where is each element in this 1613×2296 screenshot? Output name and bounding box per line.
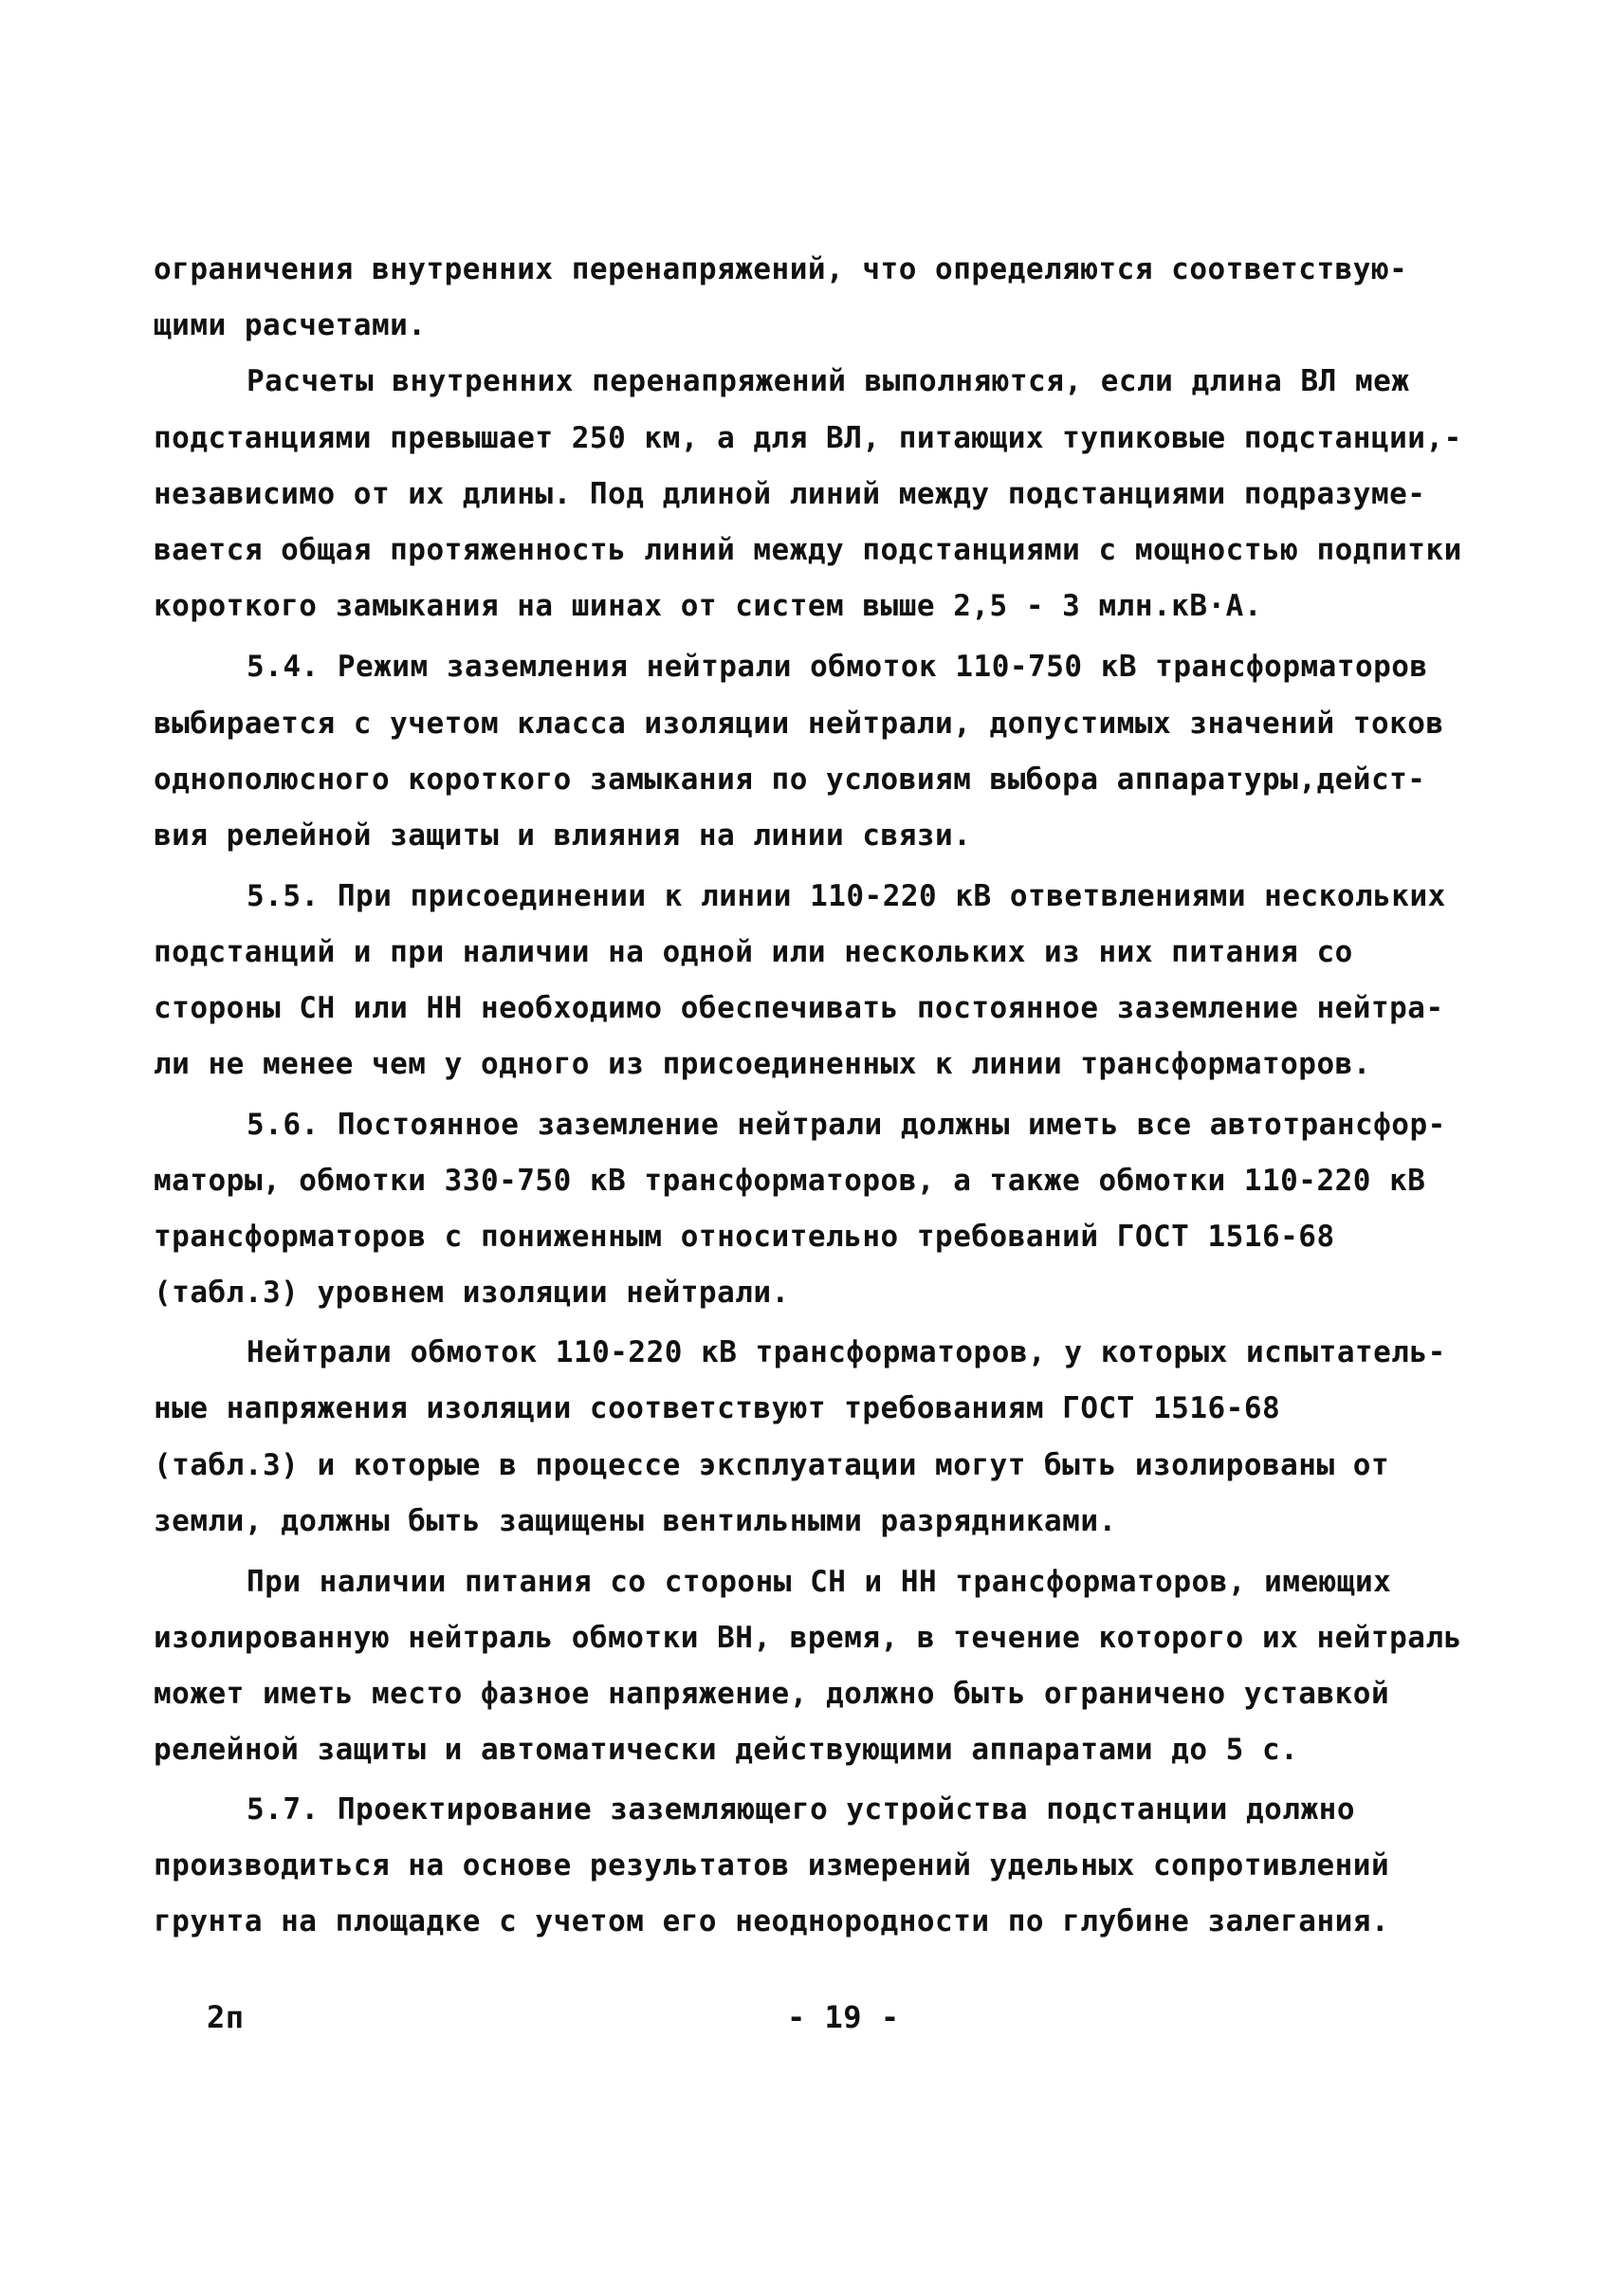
- text-line: стороны СН или НН необходимо обеспечивать постоянное заземление нейтра-: [154, 991, 1444, 1025]
- text-line: подстанций и при наличии на одной или нескольких из них питания со: [154, 935, 1353, 969]
- text-line: 5.5. При присоединении к линии 110-220 кВ ответвлениями нескольких: [247, 879, 1446, 913]
- text-line: релейной защиты и автоматически действующими аппаратами до 5 с.: [154, 1733, 1299, 1767]
- text-line: вия релейной защиты и влияния на линии связи.: [154, 818, 972, 853]
- text-line: 5.4. Режим заземления нейтрали обмоток 110-750 кВ трансформаторов: [247, 650, 1428, 684]
- text-line: короткого замыкания на шинах от систем выше 2,5 - 3 млн.кВ·А.: [154, 589, 1262, 623]
- text-line: 5.6. Постоянное заземление нейтрали должны иметь все автотрансфор-: [247, 1108, 1446, 1142]
- text-line: ные напряжения изоляции соответствуют требованиям ГОСТ 1516-68: [154, 1391, 1281, 1425]
- text-line: изолированную нейтраль обмотки ВН, время, в течение которого их нейтраль: [154, 1621, 1462, 1655]
- text-line: однополюсного короткого замыкания по условиям выбора аппаратуры,дейст-: [154, 762, 1426, 797]
- text-line: может иметь место фазное напряжение, должно быть ограничено уставкой: [154, 1677, 1390, 1711]
- text-line: При наличии питания со стороны СН и НН трансформаторов, имеющих: [247, 1565, 1392, 1599]
- text-line: выбирается с учетом класса изоляции нейтрали, допустимых значений токов: [154, 707, 1444, 741]
- text-line: Расчеты внутренних перенапряжений выполняются, если длина ВЛ меж: [247, 364, 1410, 398]
- text-line: ли не менее чем у одного из присоединенных к линии трансформаторов.: [154, 1047, 1371, 1081]
- text-line: вается общая протяженность линий между подстанциями с мощностью подпитки: [154, 533, 1462, 567]
- text-line: земли, должны быть защищены вентильными разрядниками.: [154, 1504, 1117, 1538]
- text-line: трансформаторов с пониженным относительно требований ГОСТ 1516-68: [154, 1220, 1335, 1254]
- text-line: Нейтрали обмоток 110-220 кВ трансформаторов, у которых испытатель-: [247, 1335, 1446, 1369]
- text-line: производиться на основе результатов измерений удельных сопротивлений: [154, 1848, 1390, 1883]
- text-line: маторы, обмотки 330-750 кВ трансформаторов, а также обмотки 110-220 кВ: [154, 1164, 1426, 1198]
- text-line: щими расчетами.: [154, 308, 427, 342]
- text-line: независимо от их длины. Под длиной линий между подстанциями подразуме-: [154, 477, 1426, 511]
- text-line: (табл.3) и которые в процессе эксплуатации могут быть изолированы от: [154, 1448, 1390, 1482]
- text-line: ограничения внутренних перенапряжений, что определяются соответствую-: [154, 252, 1408, 286]
- text-line: грунта на площадке с учетом его неоднородности по глубине залегания.: [154, 1904, 1390, 1938]
- text-line: 5.7. Проектирование заземляющего устройства подстанции должно: [247, 1792, 1355, 1827]
- sheet-mark: 2п: [207, 1999, 245, 2035]
- page-number: - 19 -: [787, 1999, 900, 2035]
- text-line: (табл.3) уровнем изоляции нейтрали.: [154, 1276, 790, 1310]
- text-line: подстанциями превышает 250 км, а для ВЛ, питающих тупиковые подстанции,-: [154, 421, 1462, 455]
